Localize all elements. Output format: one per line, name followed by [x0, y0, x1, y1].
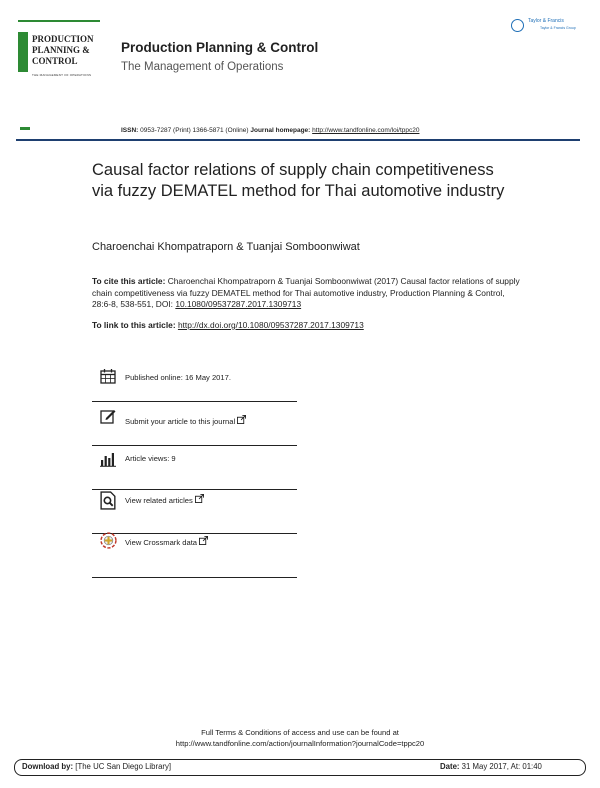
submit-article-label: Submit your article to this journal [125, 417, 236, 426]
external-link-icon [199, 536, 208, 545]
calendar-icon [100, 368, 116, 384]
view-related-label: View related articles [125, 496, 193, 505]
citation-doi-link[interactable]: 10.1080/09537287.2017.1309713 [175, 299, 302, 309]
related-row[interactable] [92, 490, 297, 534]
issn-label: ISSN: [121, 127, 139, 134]
downloaded-by-label: Download by: [22, 762, 74, 771]
cover-title-line: PLANNING & [32, 45, 90, 55]
article-doi-url[interactable]: http://dx.doi.org/10.1080/09537287.2017.1309713 [177, 320, 364, 330]
header-divider [16, 139, 580, 141]
view-crossmark-link[interactable] [125, 536, 208, 547]
journal-title: Production Planning & Control [121, 40, 319, 55]
publisher-logo-subtext: Taylor & Francis Group [540, 26, 576, 30]
article-views: Article views: 9 [125, 454, 176, 463]
small-logo-mark [20, 127, 30, 130]
article-link-line [92, 320, 364, 330]
cover-top-rule [18, 20, 100, 22]
view-crossmark-label: View Crossmark data [125, 538, 198, 547]
article-title: Causal factor relations of supply chain competitiveness via fuzzy DEMATEL method for Thai automotive industry [92, 161, 505, 200]
issn-line [121, 127, 419, 134]
published-row [92, 358, 297, 402]
submit-article-link[interactable] [125, 415, 246, 426]
citation-text: Charoenchai Khompatraporn & Tuanjai Somboonwiwat (2017) Causal factor relations of supply chain competitiveness via fuzzy DEMATEL method for Thai automotive industry, Production Planning & Control, 28:6-8, 538-551, DOI: [92, 276, 520, 309]
cover-title-line: CONTROL [32, 56, 78, 66]
terms-url[interactable]: http://www.tandfonline.com/action/journalInformation?journalCode=tppc20 [175, 739, 425, 748]
article-authors: Charoenchai Khompatraporn & Tuanjai Somboonwiwat [92, 241, 360, 253]
view-related-link[interactable] [125, 494, 204, 505]
cover-subtitle: THE MANAGEMENT OF OPERATIONS [32, 73, 92, 77]
external-link-icon [237, 415, 246, 424]
crossmark-row[interactable] [92, 534, 297, 578]
published-date: Published online: 16 May 2017. [125, 373, 231, 382]
crossmark-icon [100, 532, 117, 549]
publisher-logo-icon [511, 19, 524, 32]
edit-icon [100, 408, 116, 424]
downloaded-by-value: [The UC San Diego Library] [75, 762, 172, 771]
terms-line-1: Full Terms & Conditions of access and use can be found at [201, 728, 399, 737]
bar-chart-icon [100, 451, 116, 467]
link-label: To link to this article: [92, 320, 176, 330]
download-date [440, 762, 542, 771]
cover-accent-band [18, 32, 28, 72]
issn-value: 0953-7287 (Print) 1366-5871 (Online) [140, 127, 249, 134]
downloaded-by [22, 762, 171, 771]
cover-title [32, 34, 102, 67]
journal-subtitle: The Management of Operations [121, 61, 284, 73]
citation-label: To cite this article: [92, 276, 166, 286]
homepage-label: Journal homepage: [250, 127, 311, 134]
cover-title-line: PRODUCTION [32, 34, 94, 44]
publisher-logo-text: Taylor & Francis [528, 18, 564, 24]
terms-note [0, 727, 600, 749]
document-search-icon [100, 491, 117, 510]
views-row [92, 446, 297, 490]
submit-row[interactable] [92, 402, 297, 446]
download-date-value: 31 May 2017, At: 01:40 [461, 762, 542, 771]
external-link-icon [195, 494, 204, 503]
journal-homepage-link[interactable]: http://www.tandfonline.com/loi/tppc20 [312, 127, 420, 134]
download-date-label: Date: [440, 762, 460, 771]
citation-block [92, 276, 522, 311]
